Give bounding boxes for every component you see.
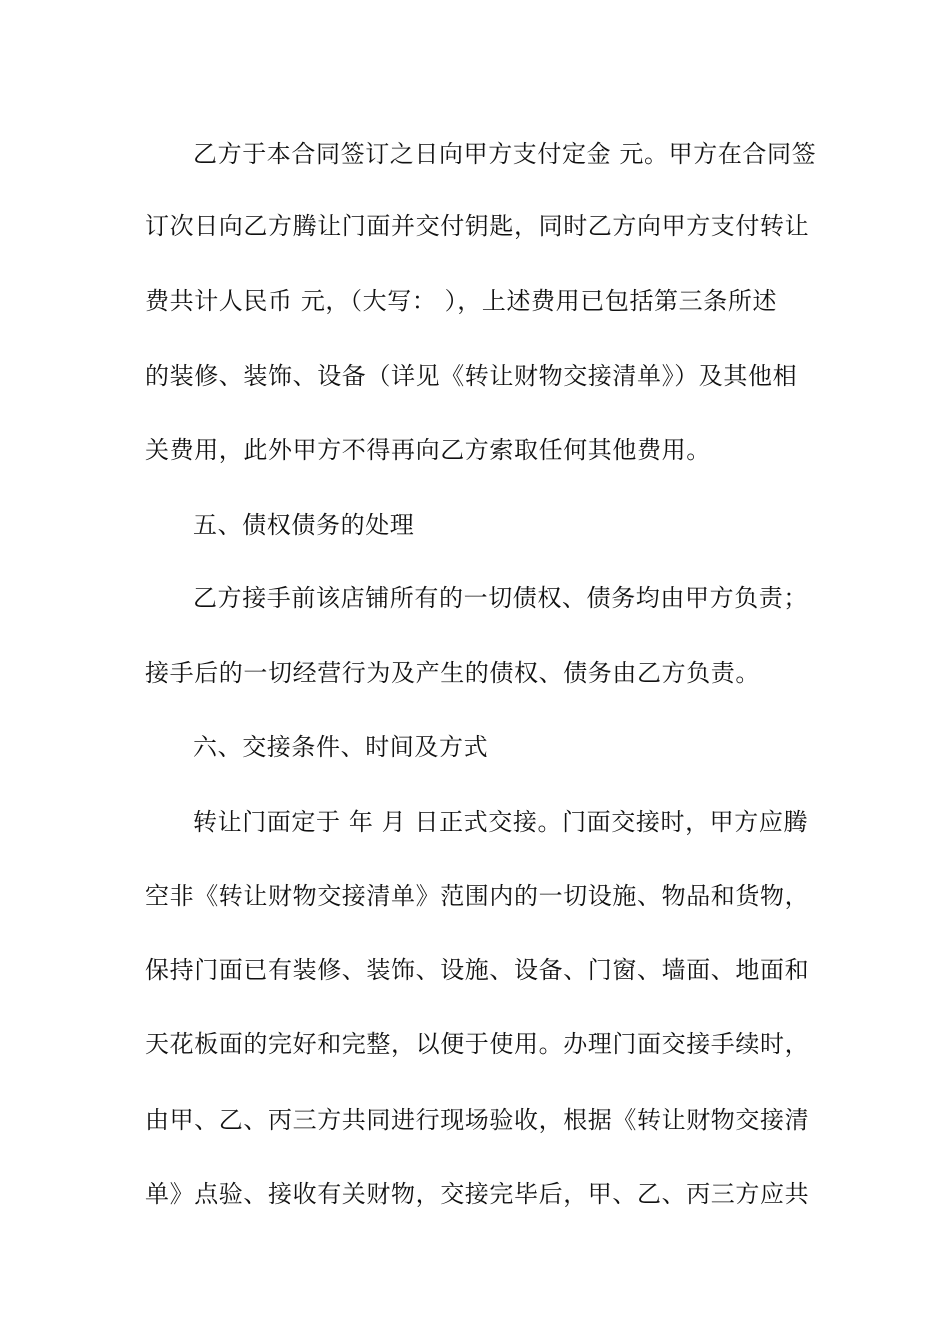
paragraph-line: 的装修、装饰、设备（详见《转让财物交接清单》）及其他相 bbox=[145, 362, 798, 390]
paragraph-line: 订次日向乙方腾让门面并交付钥匙，同时乙方向甲方支付转让 bbox=[145, 212, 810, 240]
section-heading: 六、交接条件、时间及方式 bbox=[193, 733, 489, 761]
paragraph-line: 转让门面定于 年 月 日正式交接。门面交接时，甲方应腾 bbox=[193, 808, 809, 836]
paragraph-line: 费共计人民币 元，（大写： ），上述费用已包括第三条所述 bbox=[145, 287, 778, 315]
paragraph-line: 单》点验、接收有关财物，交接完毕后，甲、乙、丙三方应共 bbox=[145, 1180, 810, 1208]
paragraph-line: 天花板面的完好和完整，以便于使用。办理门面交接手续时， bbox=[145, 1030, 810, 1058]
paragraph-line: 乙方于本合同签订之日向甲方支付定金 元。甲方在合同签 bbox=[193, 140, 817, 168]
paragraph-line: 空非《转让财物交接清单》范围内的一切设施、物品和货物， bbox=[145, 882, 810, 910]
paragraph-line: 保持门面已有装修、装饰、设施、设备、门窗、墙面、地面和 bbox=[145, 956, 810, 984]
section-heading: 五、债权债务的处理 bbox=[193, 511, 415, 539]
paragraph-line: 由甲、乙、丙三方共同进行现场验收，根据《转让财物交接清 bbox=[145, 1106, 810, 1134]
paragraph-line: 关费用，此外甲方不得再向乙方索取任何其他费用。 bbox=[145, 436, 711, 464]
paragraph-line: 接手后的一切经营行为及产生的债权、债务由乙方负责。 bbox=[145, 659, 760, 687]
paragraph-line: 乙方接手前该店铺所有的一切债权、债务均由甲方负责； bbox=[193, 584, 808, 612]
